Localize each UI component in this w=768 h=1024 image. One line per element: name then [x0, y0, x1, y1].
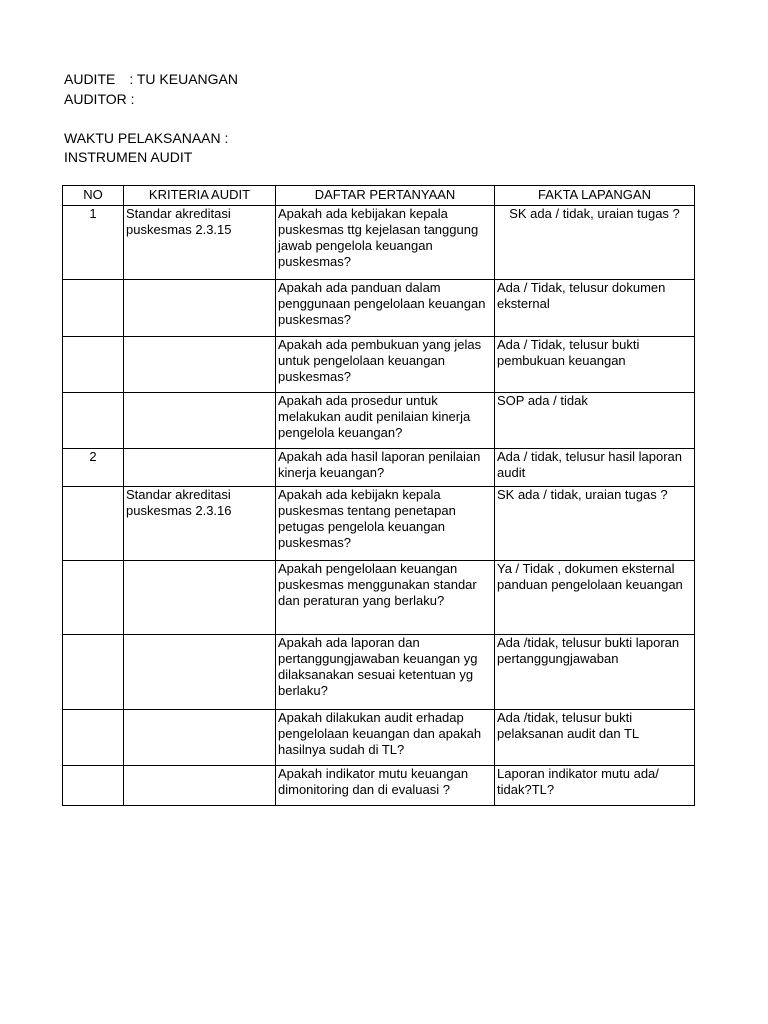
- table-row: [63, 766, 695, 806]
- cell-pertanyaan: Apakah pengelolaan keuangan puskesmas menggunakan standar dan peraturan yang berlaku?: [276, 561, 495, 635]
- column-header-no: NO: [63, 186, 124, 206]
- cell-fakta: SK ada / tidak, uraian tugas ?: [495, 206, 695, 280]
- cell-pertanyaan: Apakah ada kebijakan kepala puskesmas ttg kejelasan tanggung jawab pengelola keuangan puskesmas?: [276, 206, 495, 280]
- table-row: [63, 487, 695, 561]
- column-header-fakta: FAKTA LAPANGAN: [495, 186, 695, 206]
- cell-fakta: Ya / Tidak , dokumen eksternal panduan pengelolaan keuangan: [495, 561, 695, 635]
- waktu-pelaksanaan-line: WAKTU PELAKSANAAN :: [64, 129, 229, 146]
- cell-kriteria: [124, 337, 276, 393]
- cell-no: [63, 710, 124, 766]
- cell-kriteria: [124, 635, 276, 710]
- cell-no: [63, 337, 124, 393]
- cell-no: [63, 635, 124, 710]
- table-row: [63, 393, 695, 449]
- cell-fakta: SK ada / tidak, uraian tugas ?: [495, 487, 695, 561]
- table-header-row: [63, 186, 695, 206]
- column-header-pertanyaan: DAFTAR PERTANYAAN: [276, 186, 495, 206]
- cell-no: 2: [63, 449, 124, 487]
- cell-pertanyaan: Apakah ada hasil laporan penilaian kinerja keuangan?: [276, 449, 495, 487]
- document-header: [64, 70, 238, 168]
- cell-fakta: Laporan indikator mutu ada/ tidak?TL?: [495, 766, 695, 806]
- cell-kriteria: [124, 449, 276, 487]
- table-row: [63, 710, 695, 766]
- cell-fakta: Ada / Tidak, telusur bukti pembukuan keuangan: [495, 337, 695, 393]
- spacer: [64, 109, 238, 129]
- cell-no: [63, 487, 124, 561]
- cell-kriteria: [124, 710, 276, 766]
- cell-pertanyaan: Apakah indikator mutu keuangan dimonitoring dan di evaluasi ?: [276, 766, 495, 806]
- cell-fakta: SOP ada / tidak: [495, 393, 695, 449]
- table-row: [63, 561, 695, 635]
- table-row: [63, 206, 695, 280]
- cell-kriteria: [124, 766, 276, 806]
- table-row: [63, 635, 695, 710]
- cell-pertanyaan: Apakah ada pembukuan yang jelas untuk pengelolaan keuangan puskesmas?: [276, 337, 495, 393]
- cell-no: [63, 280, 124, 337]
- table-row: [63, 337, 695, 393]
- cell-kriteria: Standar akreditasi puskesmas 2.3.16: [124, 487, 276, 561]
- cell-fakta: Ada / Tidak, telusur dokumen eksternal: [495, 280, 695, 337]
- column-header-kriteria: KRITERIA AUDIT: [124, 186, 276, 206]
- cell-kriteria: [124, 280, 276, 337]
- table-row: [63, 449, 695, 487]
- audite-line: [64, 70, 238, 90]
- cell-kriteria: [124, 561, 276, 635]
- audit-table: [62, 185, 695, 806]
- cell-pertanyaan: Apakah ada panduan dalam penggunaan pengelolaan keuangan puskesmas?: [276, 280, 495, 337]
- table-row: [63, 280, 695, 337]
- cell-pertanyaan: Apakah dilakukan audit erhadap pengelolaan keuangan dan apakah hasilnya sudah di TL?: [276, 710, 495, 766]
- cell-fakta: Ada /tidak, telusur bukti laporan pertanggungjawaban: [495, 635, 695, 710]
- cell-no: [63, 766, 124, 806]
- cell-fakta: Ada /tidak, telusur bukti pelaksanan audit dan TL: [495, 710, 695, 766]
- cell-pertanyaan: Apakah ada kebijakn kepala puskesmas tentang penetapan petugas pengelola keuangan puskesmas?: [276, 487, 495, 561]
- cell-fakta: Ada / tidak, telusur hasil laporan audit: [495, 449, 695, 487]
- cell-kriteria: Standar akreditasi puskesmas 2.3.15: [124, 206, 276, 280]
- audite-value: : TU KEUANGAN: [129, 71, 238, 87]
- cell-no: [63, 561, 124, 635]
- cell-pertanyaan: Apakah ada prosedur untuk melakukan audit penilaian kinerja pengelola keuangan?: [276, 393, 495, 449]
- cell-kriteria: [124, 393, 276, 449]
- instrumen-audit-title: INSTRUMEN AUDIT: [64, 149, 193, 165]
- cell-no: 1: [63, 206, 124, 280]
- cell-pertanyaan: Apakah ada laporan dan pertanggungjawaban keuangan yg dilaksanakan sesuai ketentuan yg berlaku?: [276, 635, 495, 710]
- auditor-line: AUDITOR :: [64, 90, 135, 107]
- cell-no: [63, 393, 124, 449]
- audite-label: AUDITE: [64, 71, 116, 87]
